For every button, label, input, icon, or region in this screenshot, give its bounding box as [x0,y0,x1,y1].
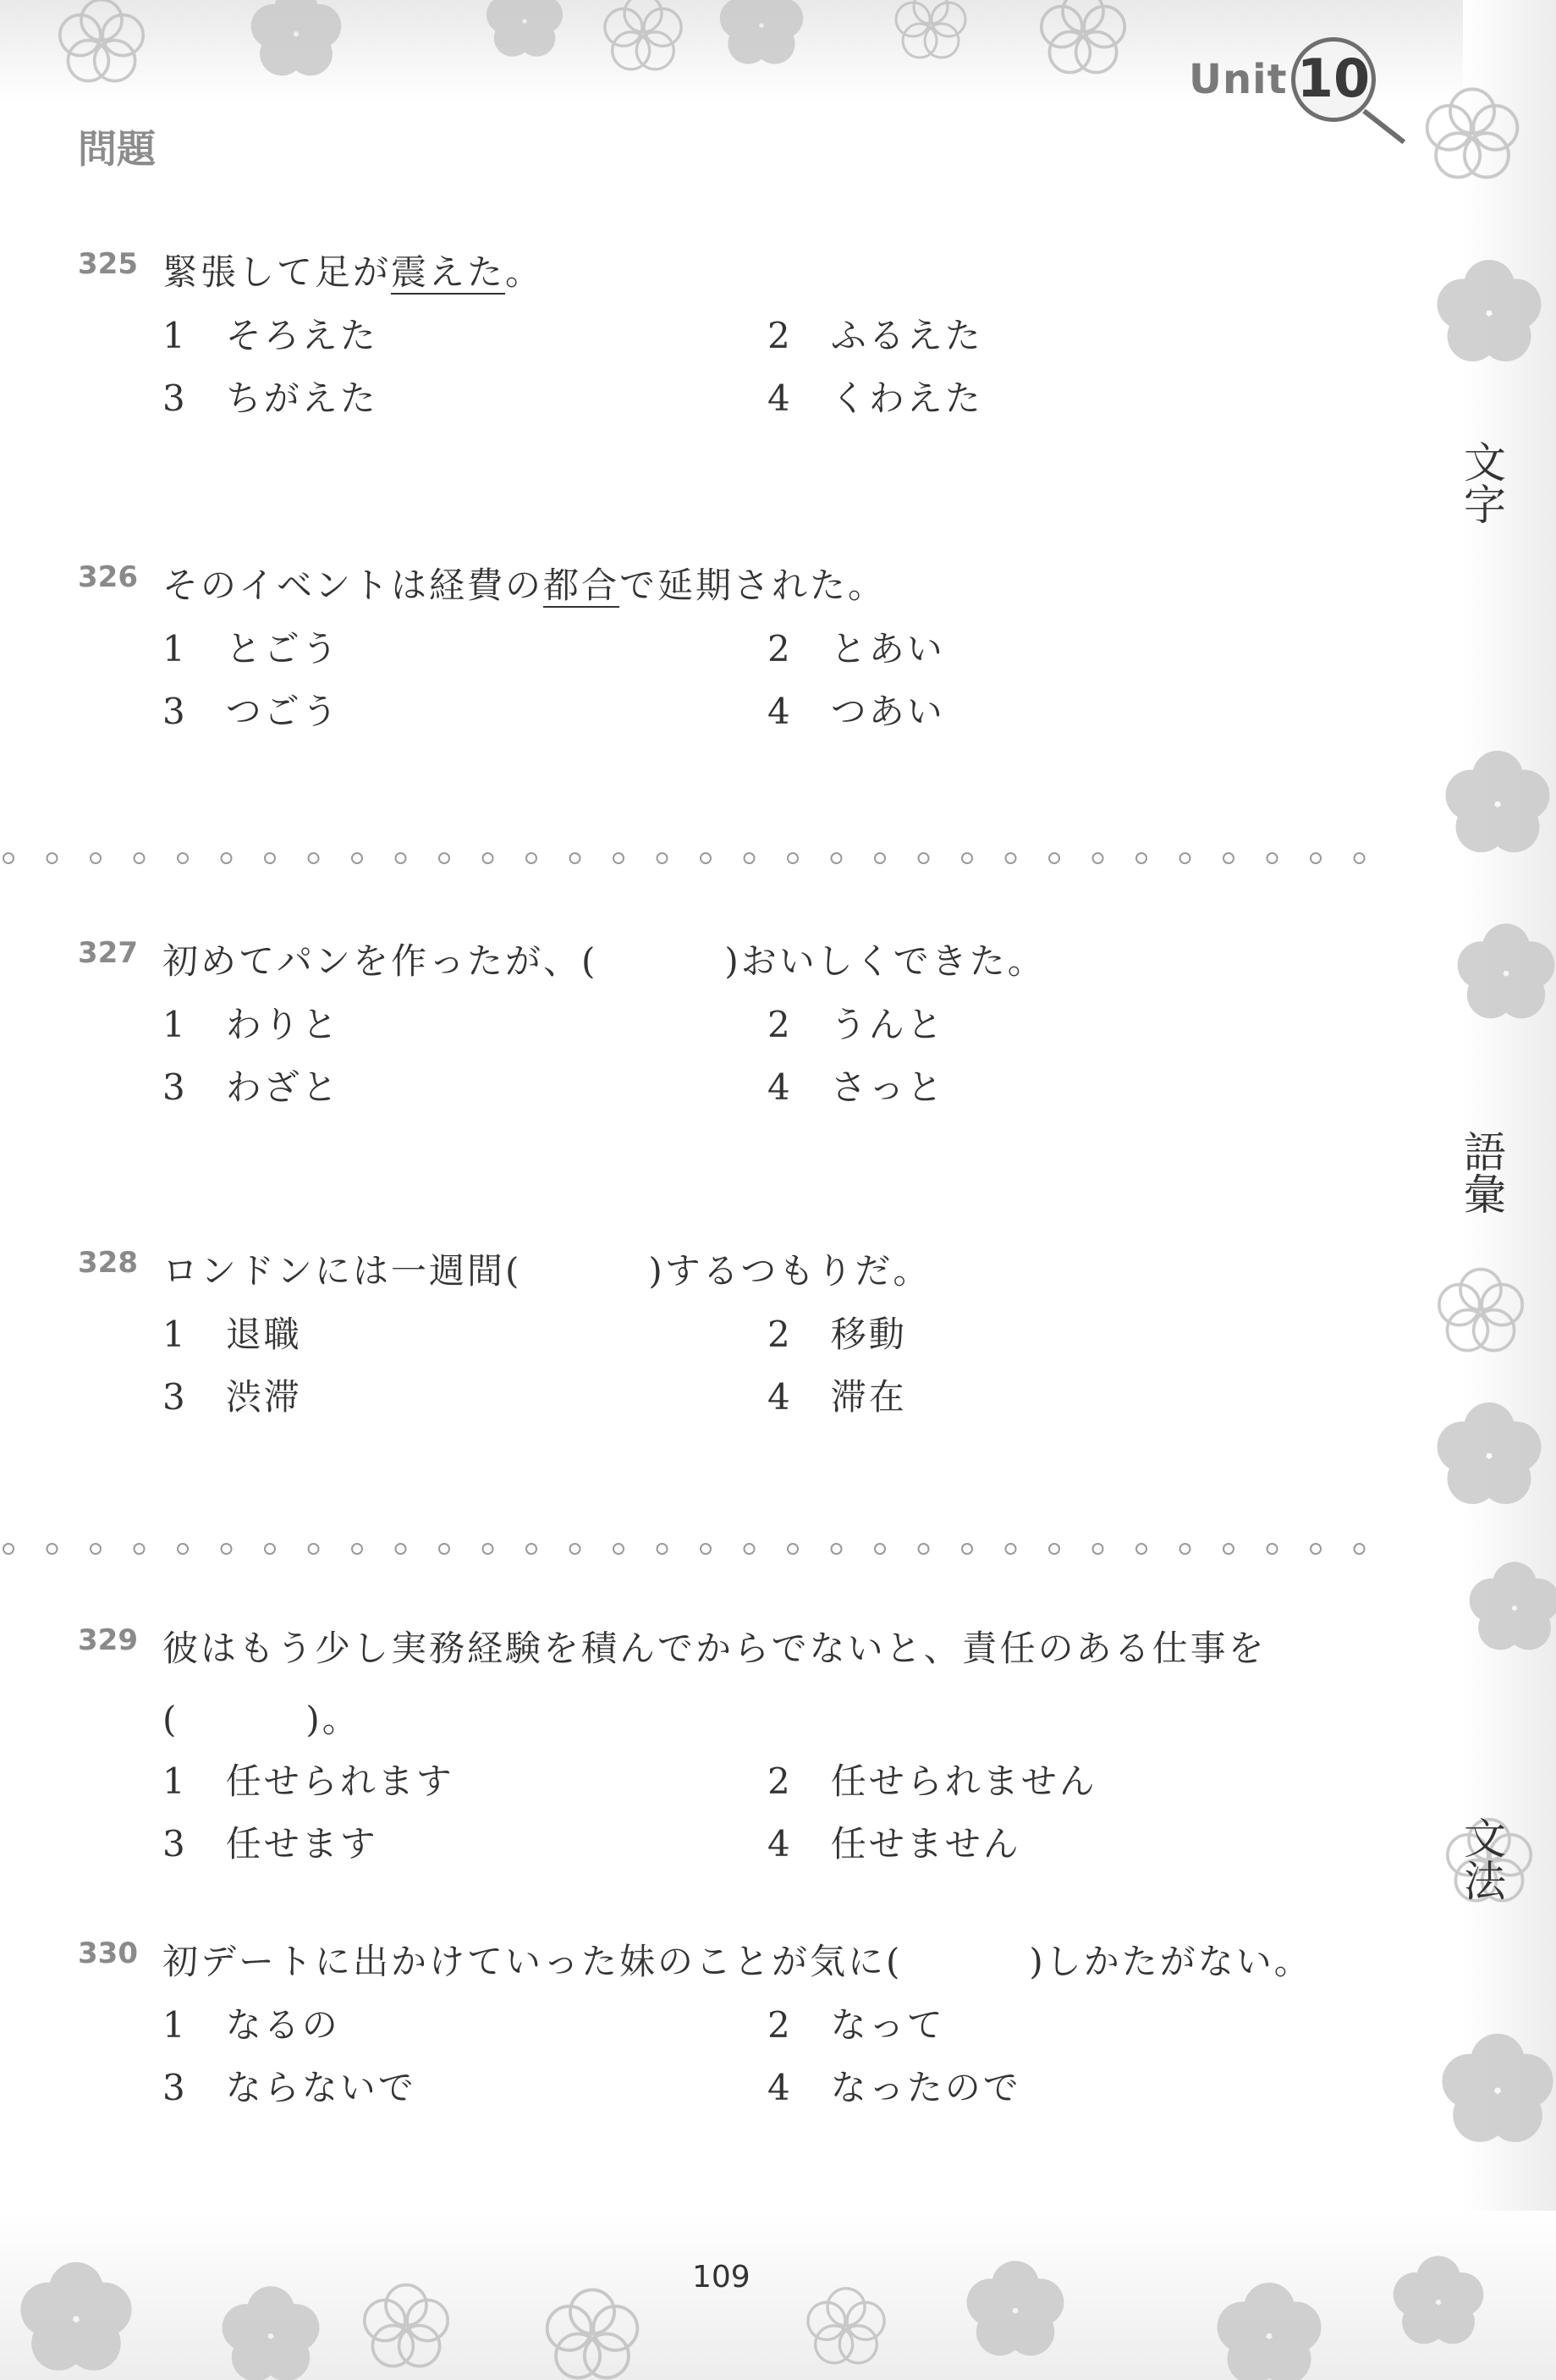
divider-dot [1006,853,1016,863]
divider-dot [3,853,14,863]
divider-dot [526,1544,536,1554]
option-4[interactable]: 4 くわえた [767,377,983,419]
side-tab-goi [1455,1130,1506,1226]
question-text [162,1926,1432,1997]
option-2[interactable]: 2 任せられません [767,1760,1097,1802]
option-3[interactable]: 3 わざと [162,1066,340,1108]
question-number: 330 [78,1937,138,1970]
divider-dot [919,853,929,863]
divider-dot [439,853,449,863]
option-2[interactable]: 2 移動 [767,1314,907,1355]
question-text [162,237,1432,308]
option-1[interactable]: 1 任せられます [162,1760,454,1802]
question-text-part: で延期された。 [619,565,887,606]
divider-dot [178,853,188,863]
divider-dot [1223,853,1234,863]
option-2[interactable]: 2 ふるえた [767,315,983,356]
divider-dot [47,1544,58,1554]
divider-dot [1136,853,1146,863]
option-2[interactable]: 2 なって [767,2004,945,2046]
option-1[interactable]: 1 とごう [162,628,340,669]
question-text [162,1236,1432,1307]
dotted-divider [0,1540,1405,1557]
option-3[interactable]: 3 つごう [162,691,340,732]
divider-dot [701,853,711,863]
divider-dot [745,1544,755,1554]
divider-dot [962,1544,972,1554]
divider-dot [1267,1544,1278,1554]
divider-dot [483,1544,493,1554]
option-4[interactable]: 4 さっと [767,1066,945,1108]
option-1[interactable]: 1 そろえた [162,315,378,356]
question-text-part: )しかたがない。 [1029,1941,1312,1982]
question-text-part: 。 [505,251,544,293]
divider-dot [222,853,232,863]
option-2[interactable]: 2 うんと [767,1004,945,1045]
question-text-part: )。 [305,1699,360,1740]
side-tab-bunpo [1455,1816,1506,1913]
question-text-part: そのイベントは経費の [162,565,544,606]
divider-dot [1180,853,1190,863]
option-4[interactable]: 4 滞在 [767,1376,907,1418]
divider-dot [3,1544,14,1554]
divider-dot [1311,853,1321,863]
underlined-word: 都合 [543,565,620,606]
divider-dot [439,1544,449,1554]
question-number: 326 [78,560,138,594]
divider-dot [1093,853,1103,863]
divider-dot [701,1544,711,1554]
divider-dot [396,1544,406,1554]
divider-dot [91,853,101,863]
divider-dot [1049,1544,1059,1554]
divider-dot [745,853,755,863]
divider-dot [1355,853,1365,863]
divider-dot [396,853,406,863]
dotted-divider [0,850,1405,867]
question-text-part: )おいしくできた。 [724,940,1046,982]
question-text-line: 彼はもう少し実務経験を積んでからでないと、責任のある仕事を [162,1628,1267,1669]
question-number: 328 [78,1246,138,1280]
divider-dot [222,1544,232,1554]
side-tab-label: 語彙 [1457,1130,1506,1215]
option-1[interactable]: 1 わりと [162,1004,340,1045]
question-text-part: )するつもりだ。 [648,1250,932,1292]
side-tab-moji [1455,440,1506,537]
divider-dot [1136,1544,1146,1554]
divider-dot [352,1544,362,1554]
question-number: 329 [78,1623,138,1657]
unit-label: Unit [1189,56,1288,103]
divider-dot [309,1544,319,1554]
option-3[interactable]: 3 ちがえた [162,377,378,419]
divider-dot [613,1544,624,1554]
divider-dot [657,853,668,863]
option-4[interactable]: 4 任せません [767,1823,1021,1865]
divider-dot [788,1544,798,1554]
section-title: 問題 [78,126,156,172]
underlined-word: 震えた [391,251,506,293]
question-text [162,926,1432,997]
divider-dot [1223,1544,1234,1554]
divider-dot [788,853,798,863]
question-text-part: 初めてパンを作ったが、( [162,940,598,982]
unit-number-badge: 10 [1291,37,1376,122]
divider-dot [875,1544,885,1554]
question-number: 327 [78,936,138,970]
divider-dot [875,853,885,863]
option-3[interactable]: 3 渋滞 [162,1376,302,1418]
divider-dot [265,853,275,863]
divider-dot [135,853,145,863]
divider-dot [1180,1544,1190,1554]
option-4[interactable]: 4 なったので [767,2067,1021,2108]
divider-dot [91,1544,101,1554]
option-1[interactable]: 1 なるの [162,2004,340,2046]
question-text-part: ロンドンには一週間( [162,1250,522,1292]
option-4[interactable]: 4 つあい [767,691,945,732]
divider-dot [1311,1544,1321,1554]
divider-dot [657,1544,668,1554]
divider-dot [265,1544,275,1554]
option-2[interactable]: 2 とあい [767,628,945,669]
option-1[interactable]: 1 退職 [162,1314,302,1355]
divider-dot [570,853,580,863]
divider-dot [352,853,362,863]
question-text [162,550,1432,621]
divider-dot [178,1544,188,1554]
question-number: 325 [78,247,138,281]
divider-dot [47,853,58,863]
side-tab-label: 文字 [1457,440,1506,525]
divider-dot [832,1544,842,1554]
page-number: 109 [692,2260,751,2295]
question-text [162,1613,1432,1755]
option-3[interactable]: 3 任せます [162,1823,378,1865]
divider-dot [1093,1544,1103,1554]
option-3[interactable]: 3 ならないで [162,2067,416,2108]
question-text-part: 緊張して足が [162,251,392,293]
divider-dot [1267,853,1278,863]
side-tab-label: 文法 [1457,1816,1506,1901]
question-text-part: 初デートに出かけていった妹のことが気に( [162,1941,903,1982]
divider-dot [526,853,536,863]
divider-dot [483,853,493,863]
divider-dot [570,1544,580,1554]
divider-dot [1049,853,1059,863]
divider-dot [962,853,972,863]
divider-dot [832,853,842,863]
divider-dot [1006,1544,1016,1554]
divider-dot [613,853,624,863]
question-text-part: ( [162,1699,179,1740]
divider-dot [309,853,319,863]
divider-dot [1355,1544,1365,1554]
divider-dot [135,1544,145,1554]
divider-dot [919,1544,929,1554]
